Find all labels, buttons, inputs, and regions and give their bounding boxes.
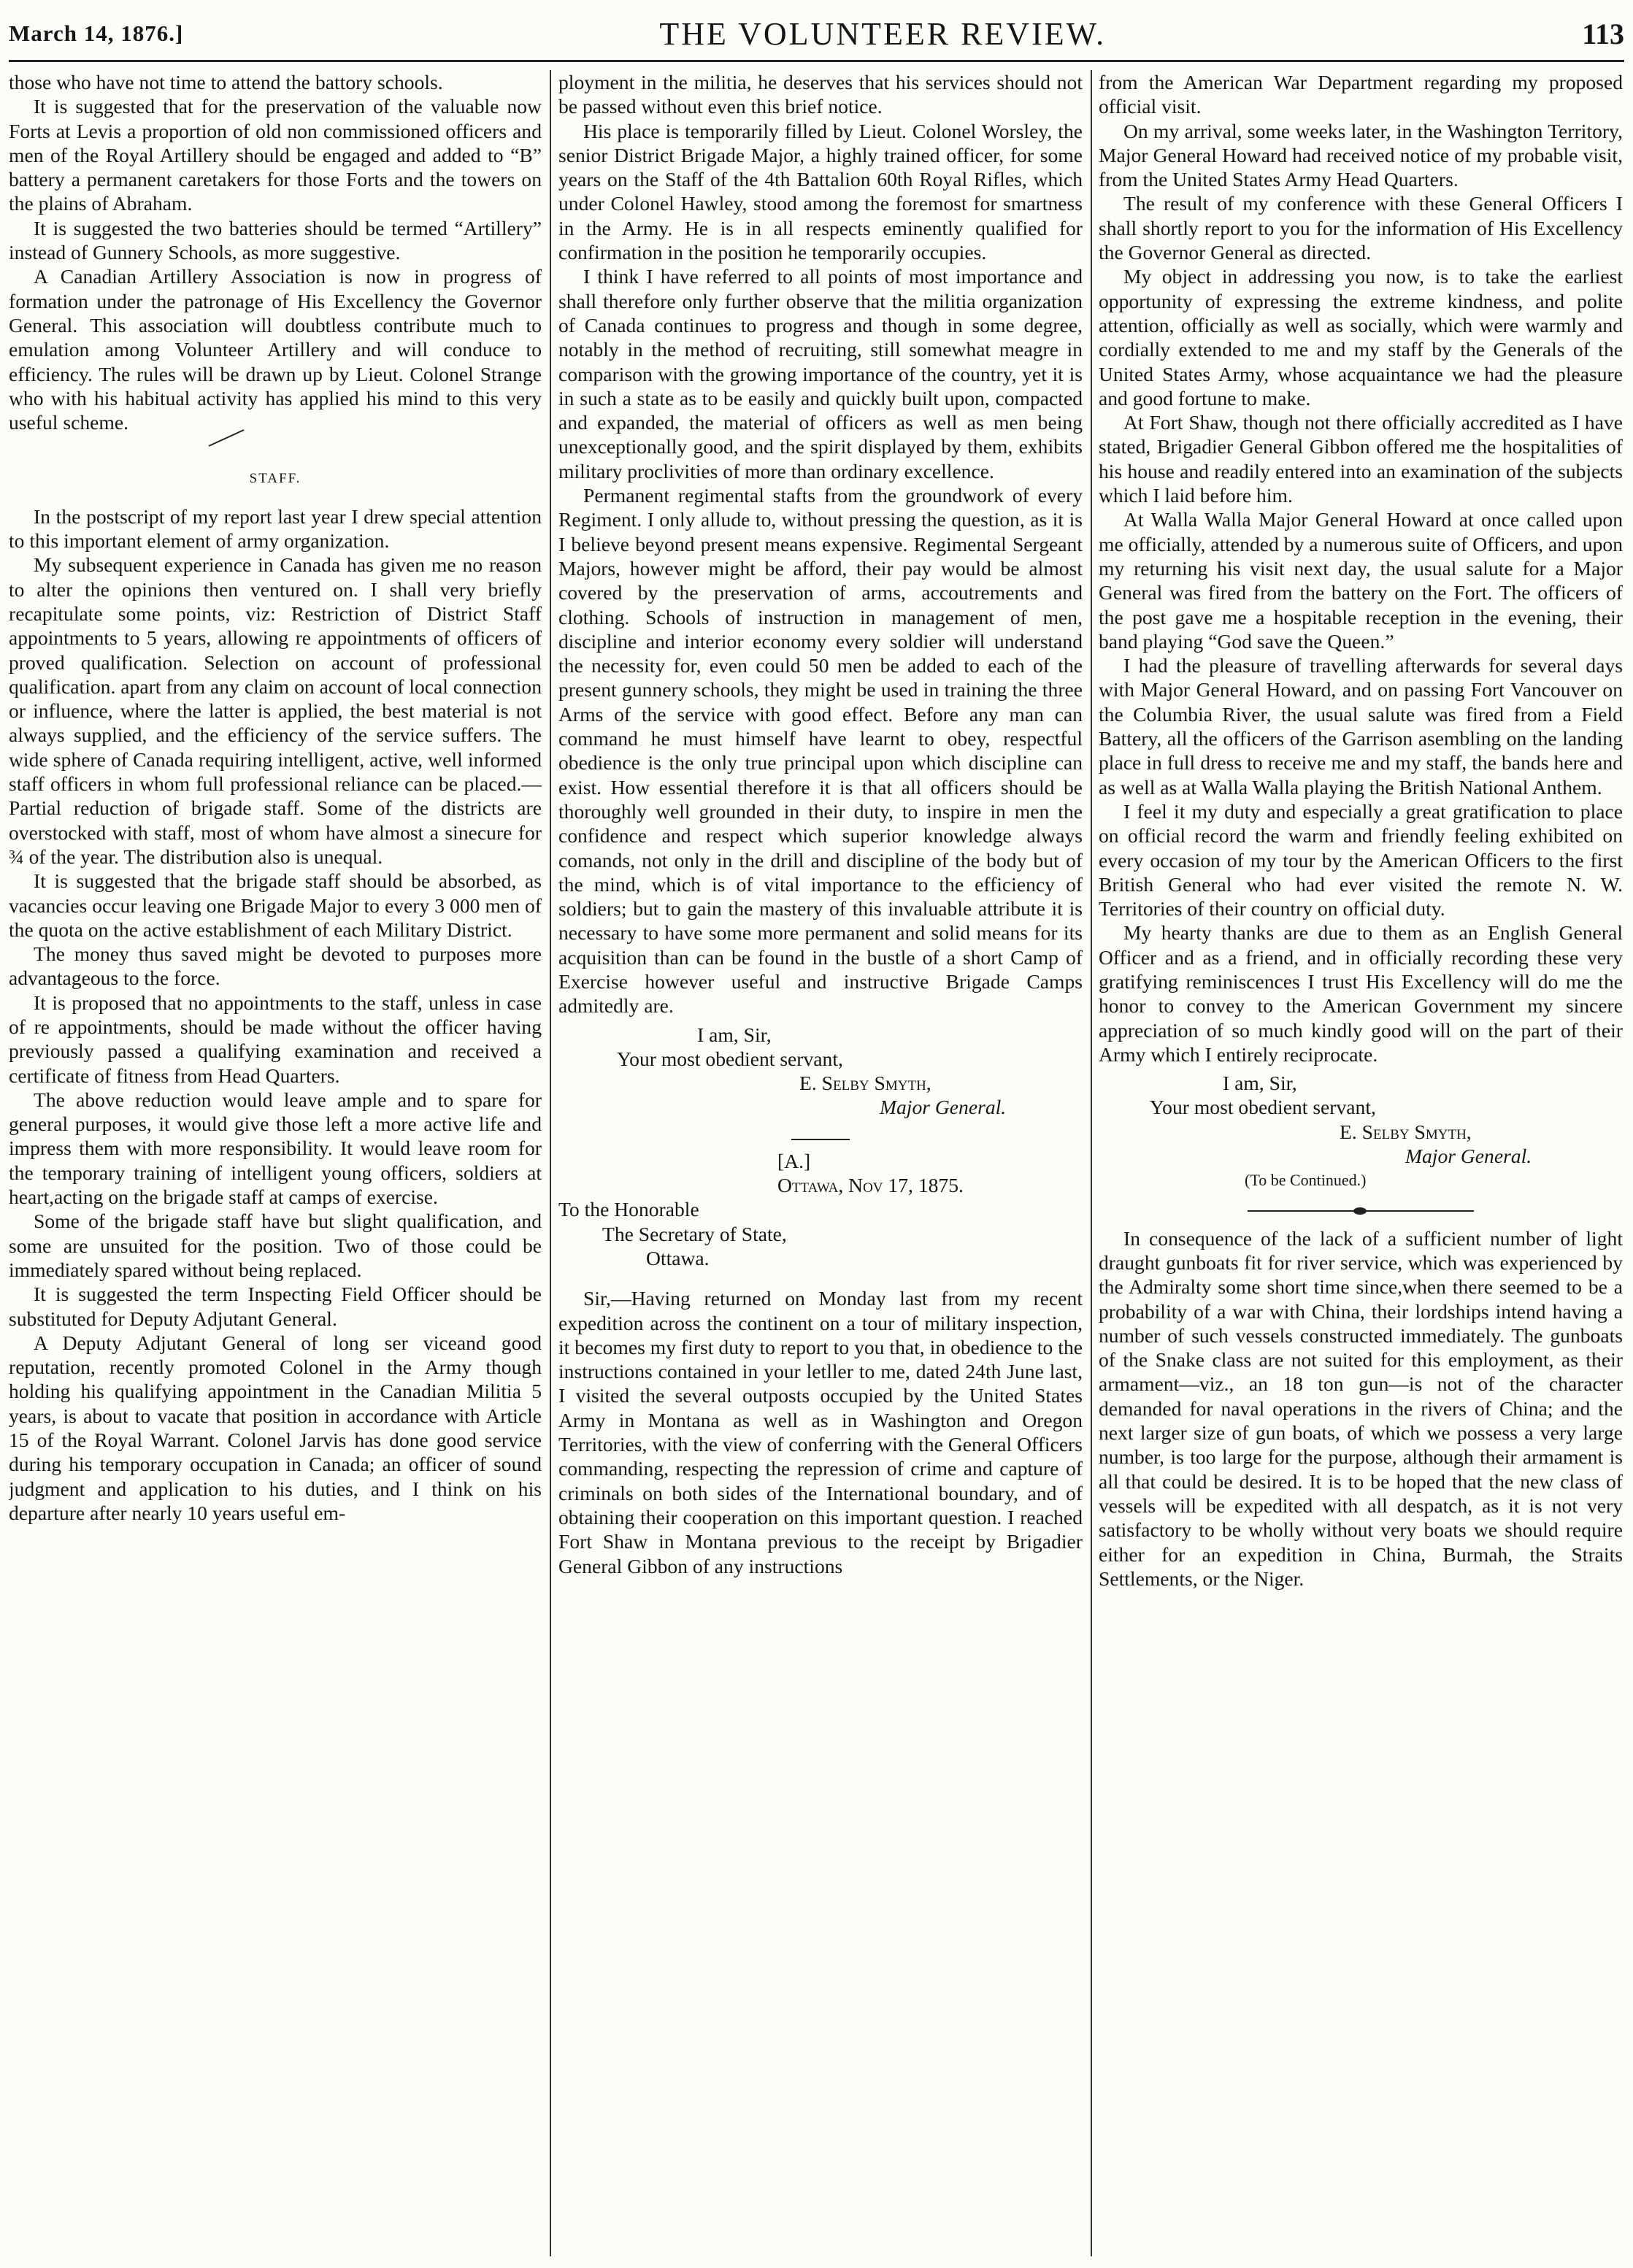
paragraph: I feel it my duty and especially a great gratification to place on official record the warm and friendly feeling exhibited on every occasion of my tour by the American Officers to the first British General who had ever visited the remote N. W. Territories of their country on official duty. — [1099, 799, 1623, 920]
publication-title: THE VOLUNTEER REVIEW. — [659, 15, 1107, 52]
paragraph: On my arrival, some weeks later, in the Washington Territory, Major General Howard had received notice of my probable visit, from the United States Army Head Quarters. — [1099, 119, 1623, 191]
paragraph: I had the pleasure of travelling afterwards for several days with Major General Howard, and on passing Fort Vancouver on the Columbia River, the usual salute was fired from a Field Battery, all the officers of the Garrison asembling on the landing place in full dress to receive me and my staff, the bands here and as well as at Walla Walla playing the British National Anthem. — [1099, 654, 1623, 799]
paragraph: At Walla Walla Major General Howard at once called upon me officially, attended by a numerous suite of Officers, and upon my returning his visit next day, the usual salute for a Major General was fired from the battery on the Fort. The officers of the post gave me a hospitable reception in the evening, their band playing “God save the Queen.” — [1099, 508, 1623, 653]
paragraph: A Canadian Artillery Association is now in progress of formation under the patronage of His Excellency the Governor General. This association will doubtless contribute much to emulation among Volunteer Artillery and will conduce to efficiency. The rules will be drawn up by Lieut. Colonel Strange who with his habitual activity has applied his mind to this very useful scheme. — [9, 265, 542, 434]
paragraph: His place is temporarily filled by Lieut. Colonel Worsley, the senior District Brigade Major, a highly trained officer, for some years on the Staff of the 4th Battalion 60th Royal Rifles, which under Colonel Hawley, stood among the foremost for smartness in the Army. He is in all respects eminently qualified for confirmation in the position he temporarily occupies. — [558, 119, 1083, 264]
page-header — [9, 7, 1624, 62]
paragraph: My object in addressing you now, is to take the earliest opportunity of expressing the extreme kindness, and polite attention, officially as well as socially, which were warmly and cordially extended to me and my staff by the Generals of the United States Army, whose acquaintance we had the pleasure and good fortune to make. — [1099, 265, 1623, 410]
paragraph: Permanent regimental stafts from the groundwork of every Regiment. I only allude to, without pressing the question, as it is I believe beyond present means expensive. Regimental Sergeant Majors, however might be afford, their pay would be almost covered by the preservation of arms, accoutrements and clothing. Schools of instruction in management of men, discipline and interior economy every soldier will understand the necessity for, even could 50 men be added to each of the present gunnery schools, they might be used in training the three Arms of the service with good effect. Before any man can command he must himself have learnt to obey, respectful obedience is the only true principal upon which discipline can exist. How essential therefore it is that all officers should be thoroughly well grounded in their duty, to inspire in men the confidence and respect which superior knowledge always comands, not only in the drill and discipline of the body but of the mind, which is of vital importance to the efficiency of soldiers; but to gain the mastery of this invaluable attribute it is necessary to have some more permanent and solid means for its acquisition than can be found in the bustle of a short Camp of Exercise however useful and instructive Brigade Camps admitedly are. — [558, 484, 1083, 1018]
paragraph: My subsequent experience in Canada has given me no reason to alter the opinions then ventured on. I shall very briefly recapitulate some points, viz: Restriction of District Staff appointments to 5 years, allowing re appointments of officers of proved qualification. Selection on account of professional qualification. apart from any claim on account of local connection or influence, where the latter is applied, the best material is not always supplied, and the efficiency of the service suffers. The wide sphere of Canada requiring intelligent, active, well informed staff officers in whom full professional reliance can be placed.—Partial reduction of brigade staff. Some of the districts are overstocked with staff, most of whom have almost a sinecure for ¾ of the year. The distribution also is unequal. — [9, 553, 542, 868]
letter-place-date: Ottawa, Nov 17, 1875. — [777, 1174, 964, 1197]
column-2 — [558, 70, 1083, 2256]
closing-line: Your most obedient servant, — [1150, 1096, 1376, 1119]
signature-name: E. Selby Smyth, — [799, 1072, 931, 1095]
paragraph: The above reduction would leave ample and to spare for general purposes, it would give those left a more active life and impress them with more responsibility. It would leave room for the temporary training of intelligent young officers, soldiers at heart,acting on the brigade staff at camps of exercise. — [9, 1088, 542, 1209]
issue-date: March 14, 1876.] — [9, 20, 184, 46]
paragraph: At Fort Shaw, though not there officially accredited as I have stated, Brigadier General Gibbon offered me the hospitalities of his house and readily entered into an examination of the subjects which I laid before him. — [1099, 411, 1623, 507]
paragraph: The result of my conference with these General Officers I shall shortly report to you for the information of His Excellency the Governor General as directed. — [1099, 192, 1623, 264]
separator-rule — [1248, 1210, 1474, 1212]
paragraph: The money thus saved might be devoted to purposes more advantageous to the force. — [9, 942, 542, 990]
paragraph: It is suggested the term Inspecting Field Officer should be substituted for Deputy Adjutant General. — [9, 1283, 542, 1330]
signature-rank: Major General. — [1405, 1145, 1532, 1168]
page-number: 113 — [1582, 17, 1624, 50]
paragraph: A Deputy Adjutant General of long ser viceand good reputation, recently promoted Colonel in the Army though holding his qualifying appointment in the Canadian Militia 5 years, is about to vacate that position in accordance with Article 15 of the Royal Warrant. Colonel Jarvis has done good service during his temporary occupation in Canada; an officer of sound judgment and application to his duties, and I think on his departure after nearly 10 years useful em- — [9, 1331, 542, 1524]
column-1 — [9, 70, 542, 2256]
salutation: I am, Sir, — [1223, 1072, 1297, 1095]
separator-rule — [791, 1139, 850, 1140]
paragraph: It is suggested that the brigade staff should be absorbed, as vacancies occur leaving one Brigade Major to every 3 000 men of the quota on the active establishment of each Military District. — [9, 869, 542, 941]
column-rule-left — [550, 70, 551, 2256]
paragraph: those who have not time to attend the battory schools. — [9, 71, 443, 93]
address-line: To the Honorable — [558, 1198, 699, 1221]
column-3 — [1099, 70, 1623, 2256]
paragraph: It is suggested that for the preservation of the valuable now Forts at Levis a proportion of old non commissioned officers and men of the Royal Artillery should be engaged and added to “B” battery a permanent caretakers for those Forts and the towers on the plains of Abraham. — [9, 95, 542, 215]
paragraph: My hearty thanks are due to them as an English General Officer and as a friend, and in officially recording these very gratifying reminiscences I trust His Excellency will do me the honor to convey to the American Government my sincere appreciation of so much kindly good will on the part of their Army which I entirely reciprocate. — [1099, 921, 1623, 1066]
address-line: Ottawa. — [646, 1246, 710, 1269]
section-heading-staff: STAFF. — [249, 471, 301, 487]
paragraph: Sir,—Having returned on Monday last from my recent expedition across the continent on a tour of military inspection, it becomes my first duty to report to you that, in obedience to the instructions contained in your letller to me, dated 24th June last, I visited the several outposts occupied by the United States Army in Montana as well as in Washington and Oregon Territories, with the view of conferring with the General Officers commanding, respecting the repression of crime and capture of criminals on both sides of the International boundary, and of obtaining their cooperation on this important question. I reached Fort Shaw in Montana previous to the receipt by Brigadier General Gibbon of any instructions — [558, 1287, 1083, 1577]
pen-mark — [206, 427, 250, 449]
column-rule-right — [1091, 70, 1092, 2256]
paragraph: from the American War Department regarding my proposed official visit. — [1099, 71, 1623, 118]
closing-line: Your most obedient servant, — [617, 1047, 843, 1070]
paragraph: In the postscript of my report last year I drew special attention to this important element of army organization. — [9, 504, 542, 553]
paragraph: I think I have referred to all points of most importance and shall therefore only further observe that the militia organization of Canada continues to progress and though in some degree, notably in the method of recruiting, still somewhat meagre in comparison with the growing importance of the country, yet it is in such a state as to be easily and quickly built upon, compacted and expanded, the material of officers as well as men being unexceptionally good, and the spirit displayed by them, exhibits military proclivities of more than ordinary excellence. — [558, 265, 1083, 483]
paragraph: Some of the brigade staff have but slight qualification, and some are unsuited for the position. Two of those could be immediately spared without being replaced. — [9, 1210, 542, 1281]
paragraph: In consequence of the lack of a sufficient number of light draught gunboats fit for river service, which was experienced by the Admiralty some short time since,when there seemed to be a probability of a war with China, their lordships intend having a number of such vessels constructed immediately. The gunboats of the Snake class are not suited for this employment, as their armament—viz., an 18 ton gun—is not of the character demanded for naval operations in the rivers of China; and the next larger size of gun boats, of which we possess a very large number, is too large for the purpose, although their armament is all that could be desired. It is to be hoped that the new class of vessels will be expedited with all despatch, as it is not very satisfactory to be wholly without very boats we should require either for an expedition in China, Burmah, the Straits Settlements, or the Niger. — [1099, 1226, 1623, 1590]
signature-name: E. Selby Smyth, — [1340, 1120, 1472, 1143]
continued-note: (To be Continued.) — [1245, 1171, 1367, 1190]
paragraph: It is suggested the two batteries should be termed “Artillery” instead of Gunnery Schools, as more suggestive. — [9, 216, 542, 264]
paragraph: It is proposed that no appointments to the staff, unless in case of re appointments, should be made without the officer having previously passed a qualifying examination and received a certificate of fitness from Head Quarters. — [9, 991, 542, 1087]
salutation: I am, Sir, — [697, 1023, 772, 1046]
signature-rank: Major General. — [880, 1096, 1007, 1119]
address-line: The Secretary of State, — [602, 1222, 787, 1245]
paragraph: ployment in the militia, he deserves that his services should not be passed without even this brief notice. — [558, 71, 1083, 118]
appendix-label: [A.] — [777, 1149, 811, 1172]
